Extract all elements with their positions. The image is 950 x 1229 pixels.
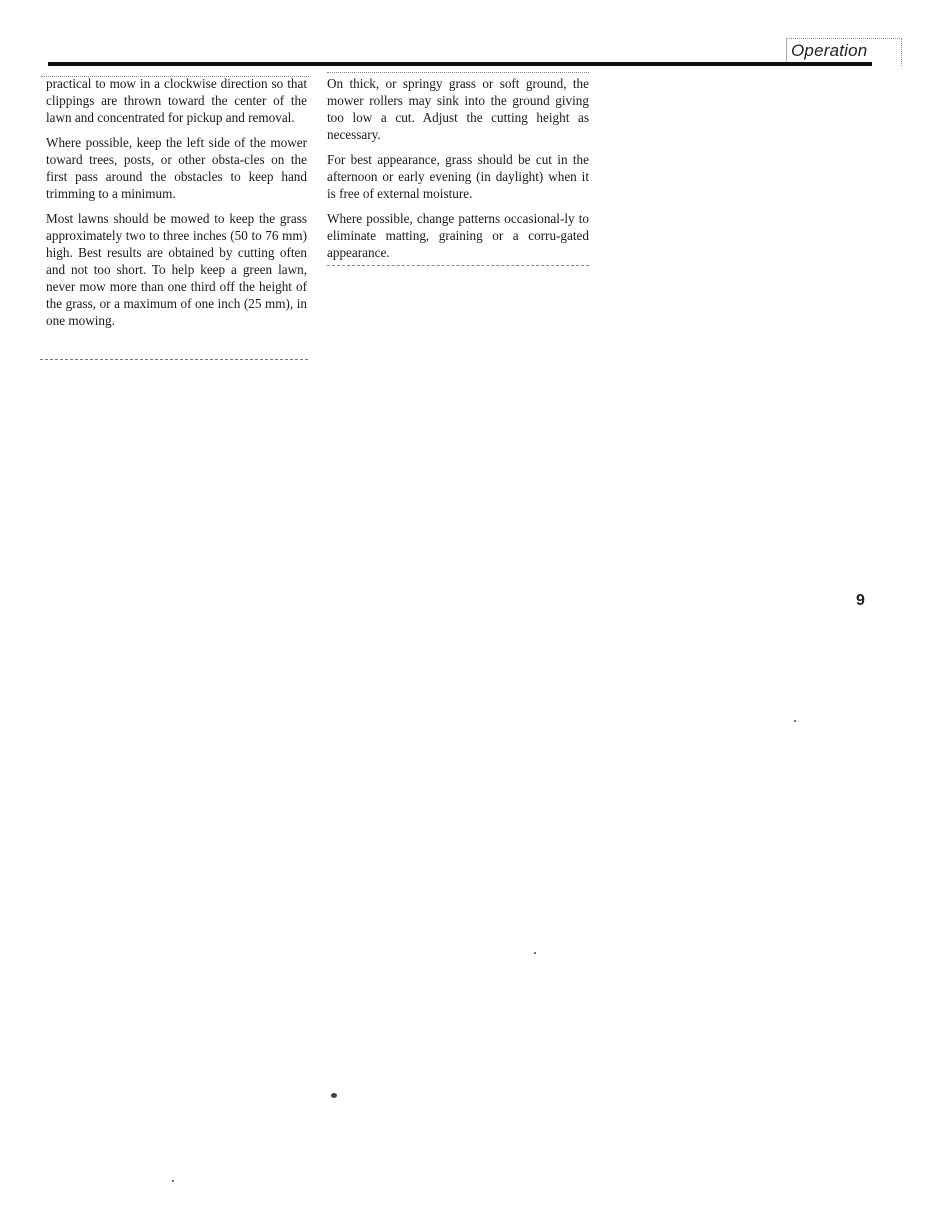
scan-speck (172, 1180, 174, 1182)
right-column-frame-bottom (327, 265, 589, 266)
paragraph-soft-ground: On thick, or springy grass or soft ground, the mower rollers may sink into the ground giving too low a cut. Adjust the cutting height as necessary. (327, 76, 589, 142)
right-column-frame-top (327, 72, 589, 73)
page-number: 9 (856, 592, 865, 609)
section-title: Operation (791, 41, 868, 60)
paragraph-change-patterns: Where possible, change patterns occasional-ly to eliminate matting, graining or a corru-gated appearance. (327, 211, 589, 260)
scan-speck (534, 952, 536, 954)
header-rule (48, 62, 872, 66)
right-column (327, 75, 589, 269)
paragraph-grass-height: Most lawns should be mowed to keep the grass approximately two to three inches (50 to 76 mm) high. Best results are obtained by cutting often and not too short. To help keep a green lawn, never mow more than one third off the height of the grass, or a maximum of one inch (25 mm), in one mowing. (46, 211, 307, 328)
left-column-frame-top (41, 76, 309, 78)
scan-speck (331, 1093, 337, 1098)
scan-speck (794, 720, 796, 722)
paragraph-clockwise-mowing: practical to mow in a clockwise direction so that clippings are thrown toward the center of the lawn and concentrated for pickup and removal. (46, 76, 307, 125)
paragraph-obstacles: Where possible, keep the left side of the mower toward trees, posts, or other obsta-cles on the first pass around the obstacles to keep hand trimming to a minimum. (46, 135, 307, 201)
left-column-frame-bottom (40, 359, 308, 361)
left-column (46, 75, 307, 337)
paragraph-best-appearance: For best appearance, grass should be cut in the afternoon or early evening (in daylight) when it is free of external moisture. (327, 152, 589, 201)
